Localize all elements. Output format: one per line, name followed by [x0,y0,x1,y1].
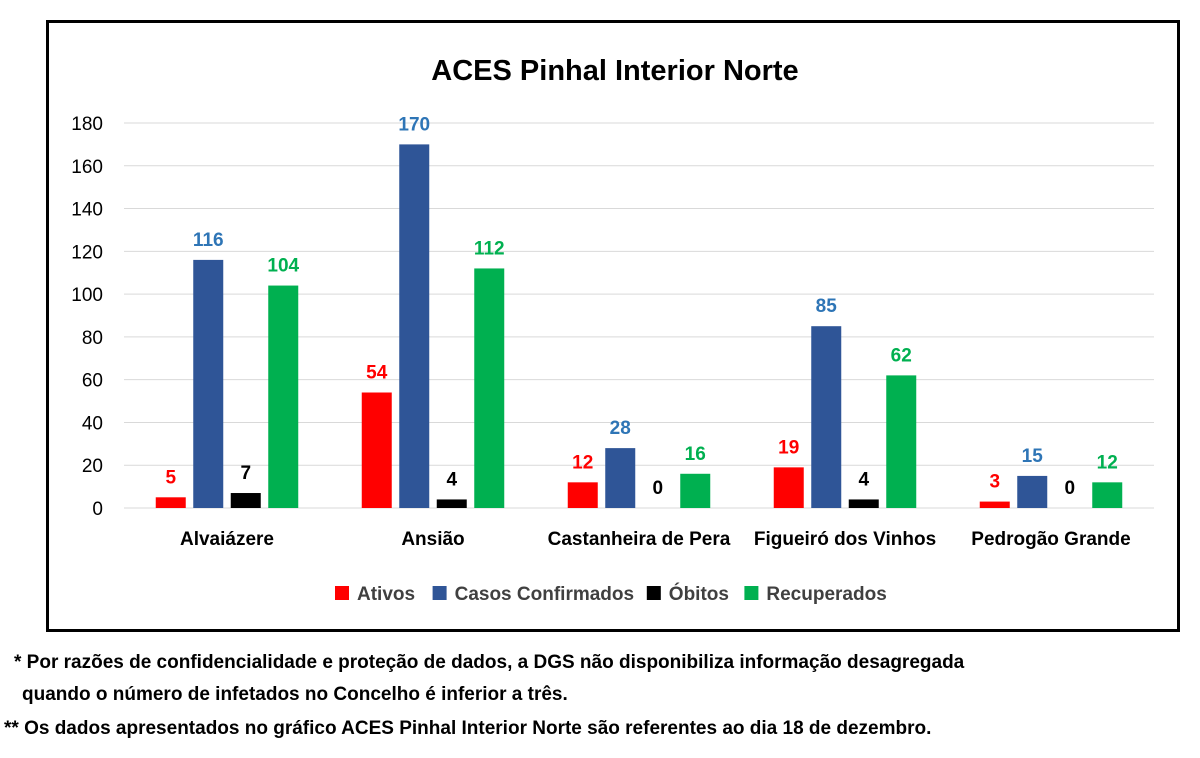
bar-chart [49,23,1177,629]
data-label: 3 [989,471,1001,493]
bar-recuperados [268,286,298,508]
footnote-data-date: ** Os dados apresentados no gráfico ACES Pinhal Interior Norte são referentes ao dia 18 de dezembro. [4,718,932,739]
bar-casos-confirmados [605,448,635,508]
y-tick-label: 0 [92,499,103,520]
bar-casos-confirmados [193,260,223,508]
bar-recuperados [680,474,710,508]
y-tick-label: 100 [71,285,103,307]
y-tick-label: 140 [71,199,103,221]
bar-recuperados [474,268,504,508]
bar-casos-confirmados [1017,476,1047,508]
data-label: 12 [1096,452,1118,474]
data-label: 7 [240,463,252,485]
data-label: 112 [473,238,505,260]
data-label: 0 [1064,478,1076,499]
y-tick-label: 160 [71,156,103,178]
y-tick-label: 40 [81,413,103,435]
data-label: 16 [684,443,706,465]
bar-óbitos [231,493,261,508]
data-label: 54 [366,362,388,384]
legend-swatch [335,586,349,600]
legend-label: Recuperados [766,584,887,605]
data-label: 19 [778,437,800,459]
data-label: 4 [446,469,458,491]
bar-óbitos [849,499,879,508]
legend-label: Ativos [357,584,416,605]
legend-swatch [433,586,447,600]
bar-óbitos [437,499,467,508]
x-tick-label: Ansião [401,529,465,550]
chart-title: ACES Pinhal Interior Norte [431,55,799,87]
bar-ativos [774,467,804,508]
data-label: 28 [609,418,631,440]
data-label: 15 [1021,445,1043,467]
x-tick-label: Castanheira de Pera [547,529,731,550]
legend-label: Óbitos [668,584,729,605]
y-tick-label: 80 [81,327,103,349]
x-tick-label: Alvaiázere [179,529,275,550]
data-label: 0 [652,478,664,499]
bar-casos-confirmados [399,144,429,508]
bar-ativos [362,393,392,509]
footnote-confidentiality-continued: quando o número de infetados no Concelho é inferior a três. [22,684,568,705]
y-tick-label: 120 [71,242,103,264]
bar-ativos [980,502,1010,508]
legend-label: Casos Confirmados [454,584,635,605]
data-label: 85 [815,296,837,318]
y-tick-label: 60 [81,370,103,392]
legend-swatch [647,586,661,600]
data-label: 4 [858,469,870,491]
bar-recuperados [886,375,916,508]
y-tick-label: 180 [71,114,103,135]
data-label: 104 [267,255,300,277]
bar-ativos [156,497,186,508]
data-label: 116 [192,229,224,251]
bar-casos-confirmados [811,326,841,508]
legend-swatch [744,586,758,600]
y-tick-label: 20 [81,456,103,478]
bar-recuperados [1092,482,1122,508]
data-label: 170 [398,114,431,136]
bar-ativos [568,482,598,508]
x-tick-label: Figueiró dos Vinhos [753,529,937,550]
chart-frame [46,20,1180,632]
footnote-confidentiality: * Por razões de confidencialidade e proteção de dados, a DGS não disponibiliza informação desagregada [14,652,965,673]
data-label: 5 [165,467,177,489]
data-label: 62 [890,345,912,367]
x-tick-label: Pedrogão Grande [971,529,1131,550]
data-label: 12 [572,452,594,474]
